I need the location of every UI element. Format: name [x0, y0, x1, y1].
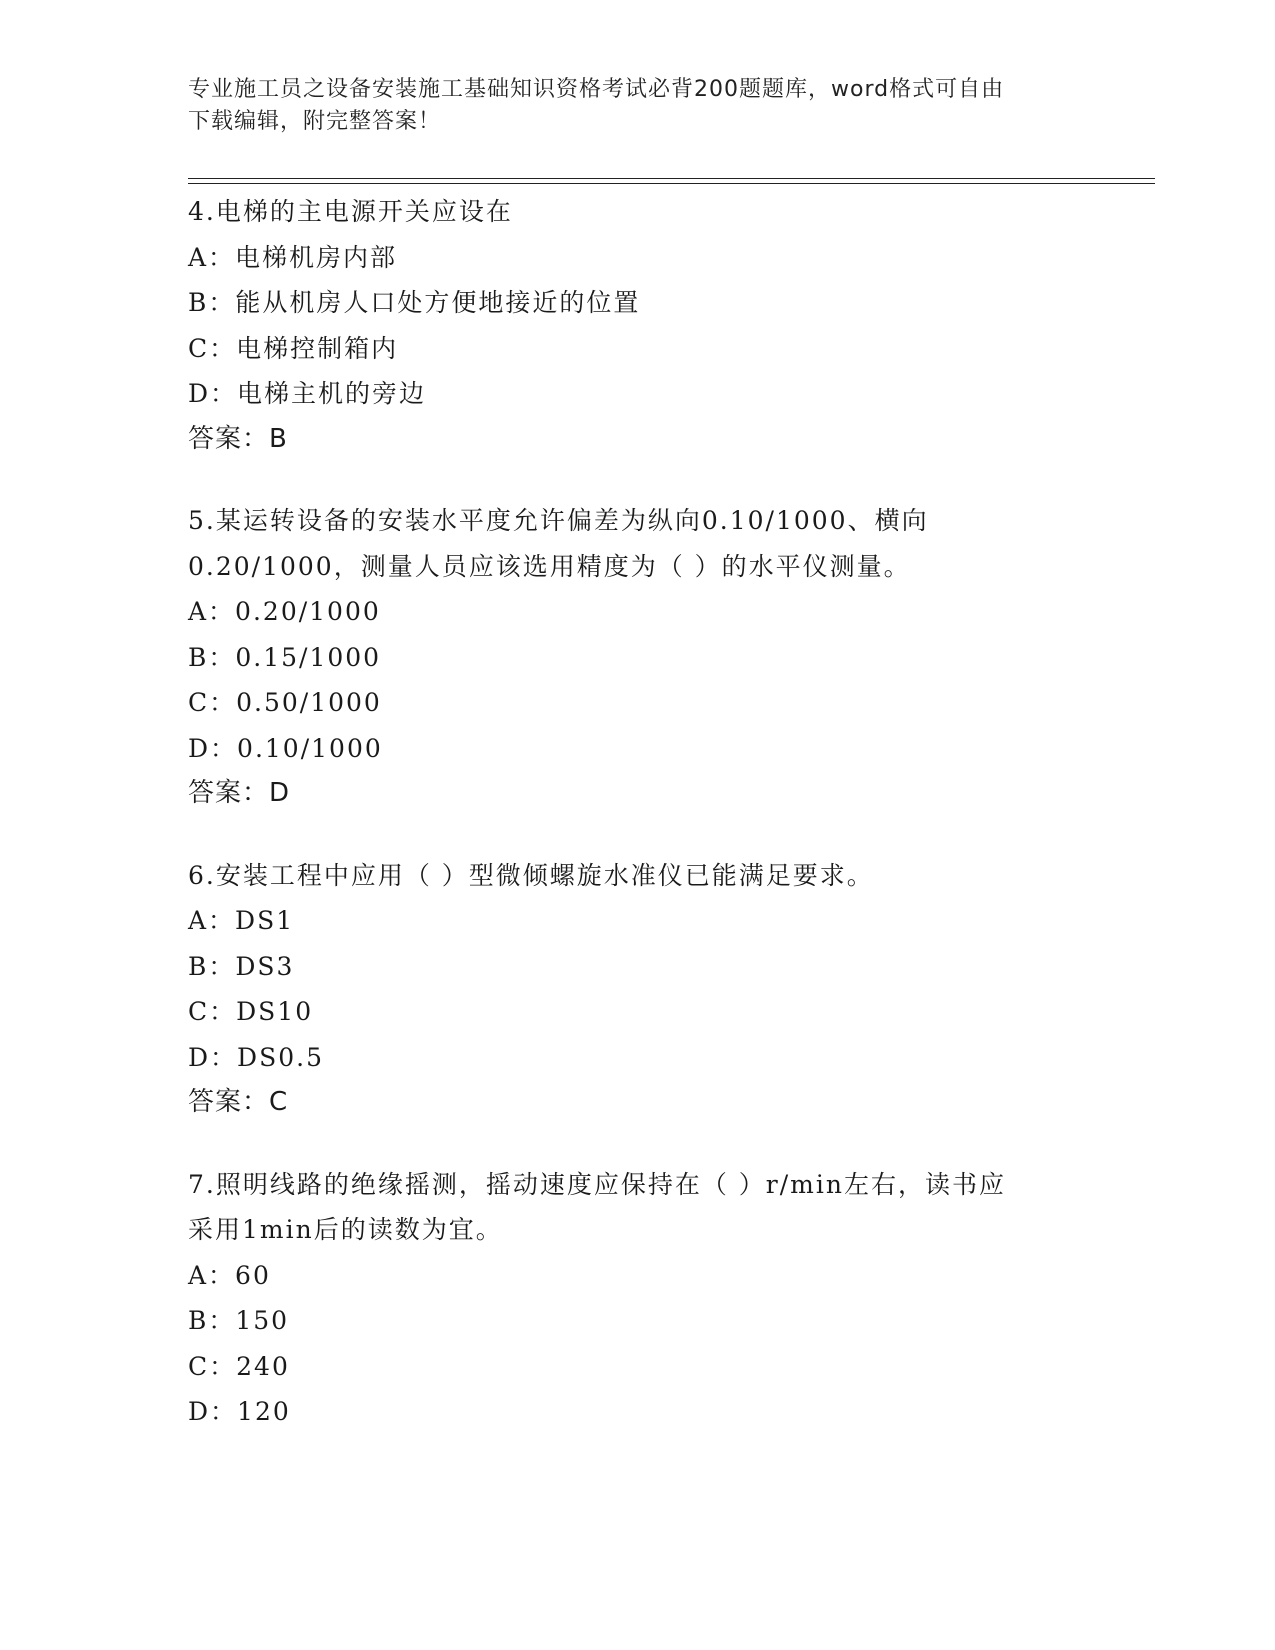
question-6 [188, 853, 1088, 1126]
question-4-option-b: B：能从机房人口处方便地接近的位置 [188, 288, 641, 317]
question-5-answer: 答案：D [188, 778, 291, 808]
question-7-option-c: C：240 [188, 1351, 290, 1381]
question-6-option-d: D：DS0.5 [188, 1042, 324, 1072]
question-4-option-a: A：电梯机房内部 [188, 242, 398, 272]
question-4-stem: 4.电梯的主电源开关应设在 [188, 197, 513, 226]
question-7-option-a: A：60 [188, 1260, 271, 1290]
question-4-answer: 答案：B [188, 423, 288, 454]
question-7-stem-line-2: 采用1min后的读数为宜。 [188, 1215, 503, 1244]
header-line-1: 专业施工员之设备安装施工基础知识资格考试必背200题题库，word格式可自由 [188, 77, 1005, 102]
question-6-option-b: B：DS3 [188, 951, 295, 981]
question-4-option-d: D：电梯主机的旁边 [188, 379, 427, 408]
question-5 [188, 498, 1088, 817]
header-divider-top [188, 178, 1155, 179]
question-5-stem-line-1: 5.某运转设备的安装水平度允许偏差为纵向0.10/1000、横向 [188, 506, 929, 535]
question-list [188, 189, 1088, 1471]
question-7 [188, 1162, 1088, 1435]
question-7-option-d: D：120 [188, 1397, 291, 1426]
question-5-option-a: A：0.20/1000 [188, 597, 381, 626]
question-6-stem: 6.安装工程中应用（ ）型微倾螺旋水准仪已能满足要求。 [188, 860, 874, 890]
header-line-2: 下载编辑，附完整答案！ [188, 109, 442, 134]
header-divider-bottom [188, 183, 1155, 184]
question-5-option-b: B：0.15/1000 [188, 642, 382, 672]
question-6-option-c: C：DS10 [188, 997, 314, 1026]
question-4 [188, 189, 1088, 462]
question-4-option-c: C：电梯控制箱内 [188, 333, 399, 363]
question-5-option-c: C：0.50/1000 [188, 688, 382, 717]
question-5-option-d: D：0.10/1000 [188, 733, 383, 763]
question-6-answer: 答案：C [188, 1087, 289, 1117]
question-7-option-b: B：150 [188, 1306, 290, 1335]
document-header [188, 74, 1068, 138]
question-6-option-a: A：DS1 [188, 906, 295, 935]
question-5-stem-line-2: 0.20/1000，测量人员应该选用精度为（ ）的水平仪测量。 [188, 551, 911, 581]
question-7-stem-line-1: 7.照明线路的绝缘摇测，摇动速度应保持在（ ）r/min左右，读书应 [188, 1169, 1006, 1199]
